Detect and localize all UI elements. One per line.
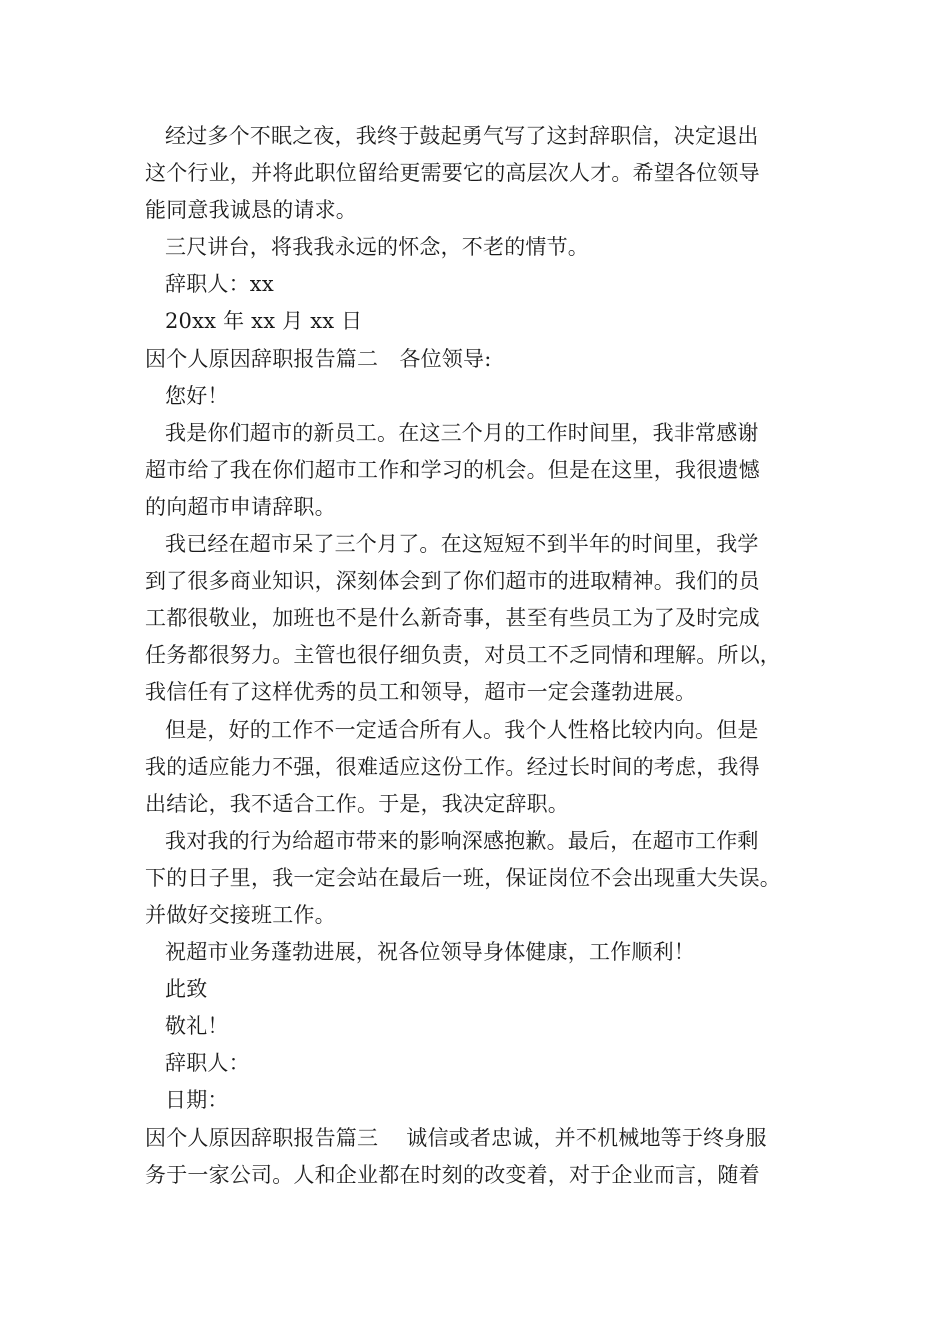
closing-line: 敬礼！ (165, 1014, 229, 1039)
paragraph-line: 这个行业，并将此职位留给更需要它的高层次人才。希望各位领导 (145, 161, 760, 186)
paragraph-line: 下的日子里，我一定会站在最后一班，保证岗位不会出现重大失误。 (145, 865, 781, 890)
greeting-line: 您好！ (165, 383, 229, 408)
paragraph-line: 我已经在超市呆了三个月了。在这短短不到半年的时间里，我学 (165, 532, 759, 557)
paragraph-line: 我是你们超市的新员工。在这三个月的工作时间里，我非常感谢 (165, 420, 759, 445)
paragraph-line: 我信任有了这样优秀的员工和领导，超市一定会蓬勃进展。 (145, 680, 697, 705)
paragraph-line: 我的适应能力不强，很难适应这份工作。经过长时间的考虑，我得 (145, 754, 760, 779)
paragraph-line: 并做好交接班工作。 (145, 902, 336, 927)
document-page (145, 118, 815, 1194)
signature-line: 辞职人： (165, 1051, 250, 1076)
paragraph-line: 务于一家公司。人和企业都在时刻的改变着，对于企业而言，随着 (145, 1162, 760, 1187)
section-heading: 因个人原因辞职报告篇三 诚信或者忠诚，并不机械地等于终身服 (145, 1125, 767, 1150)
paragraph-line: 到了很多商业知识，深刻体会到了你们超市的进取精神。我们的员 (145, 569, 760, 594)
paragraph-line: 超市给了我在你们超市工作和学习的机会。但是在这里，我很遗憾 (145, 457, 760, 482)
signature-line: 辞职人：xx (165, 272, 274, 297)
paragraph-line: 任务都很努力。主管也很仔细负责，对员工不乏同情和理解。所以， (145, 643, 781, 668)
paragraph-line: 经过多个不眠之夜，我终于鼓起勇气写了这封辞职信，决定退出 (165, 124, 759, 148)
paragraph-line: 能同意我诚恳的请求。 (145, 198, 357, 223)
date-line: 日期： (165, 1088, 229, 1113)
paragraph-line: 的向超市申请辞职。 (145, 494, 336, 519)
date-line: 20xx 年 xx 月 xx 日 (165, 309, 363, 334)
paragraph-line: 工都很敬业，加班也不是什么新奇事，甚至有些员工为了及时完成 (145, 606, 760, 631)
paragraph-line: 我对我的行为给超市带来的影响深感抱歉。最后，在超市工作剩 (165, 828, 759, 853)
paragraph-line: 祝超市业务蓬勃进展，祝各位领导身体健康，工作顺利！ (165, 940, 695, 965)
section-heading: 因个人原因辞职报告篇二 各位领导: (145, 346, 492, 371)
paragraph-line: 出结论，我不适合工作。于是，我决定辞职。 (145, 791, 569, 816)
paragraph-line: 但是，好的工作不一定适合所有人。我个人性格比较内向。但是 (165, 717, 759, 742)
paragraph-line: 三尺讲台，将我我永远的怀念，不老的情节。 (165, 235, 589, 260)
closing-line: 此致 (165, 977, 208, 1002)
